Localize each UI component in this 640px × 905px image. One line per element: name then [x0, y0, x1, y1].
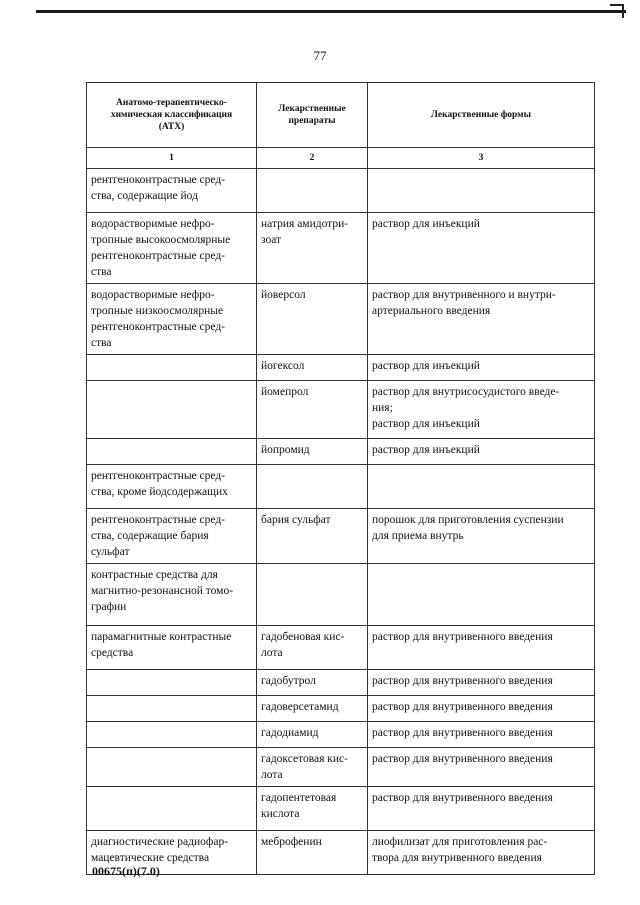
- cell-atx: [87, 748, 257, 787]
- atx-table: [86, 82, 595, 875]
- table-row: [87, 787, 595, 831]
- cell-atx: водорастворимые нефро- тропные высокоосмолярные рентгеноконтрастные сред- ства: [87, 213, 257, 284]
- cell-form: раствор для внутривенного введения: [368, 722, 595, 748]
- cell-form: лиофилизат для приготовления рас- твора для внутривенного введения: [368, 831, 595, 875]
- cell-drug: [257, 465, 368, 509]
- cell-atx: рентгеноконтрастные сред- ства, содержащие йод: [87, 169, 257, 213]
- cell-atx: водорастворимые нефро- тропные низкоосмолярные рентгеноконтрастные сред- ства: [87, 284, 257, 355]
- cell-form: [368, 169, 595, 213]
- cell-atx: [87, 787, 257, 831]
- column-number: 3: [368, 148, 595, 169]
- cell-form: раствор для внутривенного введения: [368, 787, 595, 831]
- cell-form: раствор для внутривенного и внутри- артериального введения: [368, 284, 595, 355]
- cell-drug: меброфенин: [257, 831, 368, 875]
- cell-form: раствор для внутрисосудистого введе- ния; раствор для инъекций: [368, 381, 595, 439]
- cell-form: раствор для внутривенного введения: [368, 626, 595, 670]
- table-row: [87, 831, 595, 875]
- cell-form: раствор для инъекций: [368, 213, 595, 284]
- cell-form: раствор для внутривенного введения: [368, 696, 595, 722]
- cell-atx: [87, 722, 257, 748]
- cell-atx: [87, 355, 257, 381]
- header-atx: Анатомо-терапевтическо- химическая классификация (АТХ): [87, 83, 257, 148]
- table-row: [87, 722, 595, 748]
- cell-atx: диагностические радиофар- мацевтические средства: [87, 831, 257, 875]
- table-row: [87, 169, 595, 213]
- table-row: [87, 465, 595, 509]
- cell-form: раствор для внутривенного введения: [368, 748, 595, 787]
- table-row: [87, 381, 595, 439]
- table-row: [87, 626, 595, 670]
- table-row: [87, 213, 595, 284]
- corner-mark: [610, 4, 624, 18]
- cell-form: раствор для внутривенного введения: [368, 670, 595, 696]
- cell-form: [368, 465, 595, 509]
- cell-drug: гадодиамид: [257, 722, 368, 748]
- cell-drug: йомепрол: [257, 381, 368, 439]
- cell-form: [368, 564, 595, 626]
- cell-atx: [87, 670, 257, 696]
- header-drugs: Лекарственные препараты: [257, 83, 368, 148]
- table-row: [87, 564, 595, 626]
- cell-drug: йоверсол: [257, 284, 368, 355]
- table-row: [87, 696, 595, 722]
- table-row: [87, 748, 595, 787]
- cell-form: порошок для приготовления суспензии для приема внутрь: [368, 509, 595, 564]
- cell-drug: гадоверсетамид: [257, 696, 368, 722]
- cell-atx: [87, 381, 257, 439]
- cell-atx: парамагнитные контрастные средства: [87, 626, 257, 670]
- cell-form: раствор для инъекций: [368, 439, 595, 465]
- cell-drug: [257, 564, 368, 626]
- header-forms: Лекарственные формы: [368, 83, 595, 148]
- page-number: 77: [313, 48, 327, 63]
- cell-drug: [257, 169, 368, 213]
- cell-atx: [87, 439, 257, 465]
- cell-drug: йогексол: [257, 355, 368, 381]
- cell-atx: рентгеноконтрастные сред- ства, кроме йодсодержащих: [87, 465, 257, 509]
- cell-drug: гадобеновая кис- лота: [257, 626, 368, 670]
- cell-form: раствор для инъекций: [368, 355, 595, 381]
- cell-drug: гадоксетовая кис- лота: [257, 748, 368, 787]
- table-row: [87, 509, 595, 564]
- column-number: 2: [257, 148, 368, 169]
- table-row: [87, 670, 595, 696]
- column-number-row: [87, 148, 595, 169]
- table-body: [87, 169, 595, 875]
- table-row: [87, 355, 595, 381]
- cell-drug: йопромид: [257, 439, 368, 465]
- table-header-row: [87, 83, 595, 148]
- cell-drug: бария сульфат: [257, 509, 368, 564]
- document-code: 00675(п)(7.0): [92, 864, 160, 878]
- column-number: 1: [87, 148, 257, 169]
- cell-drug: гадобутрол: [257, 670, 368, 696]
- cell-drug: гадопентетовая кислота: [257, 787, 368, 831]
- cell-atx: рентгеноконтрастные сред- ства, содержащие бария сульфат: [87, 509, 257, 564]
- cell-atx: [87, 696, 257, 722]
- top-border-line: [36, 10, 626, 13]
- table-row: [87, 284, 595, 355]
- cell-atx: контрастные средства для магнитно-резонансной томо- графии: [87, 564, 257, 626]
- table-row: [87, 439, 595, 465]
- cell-drug: натрия амидотри- зоат: [257, 213, 368, 284]
